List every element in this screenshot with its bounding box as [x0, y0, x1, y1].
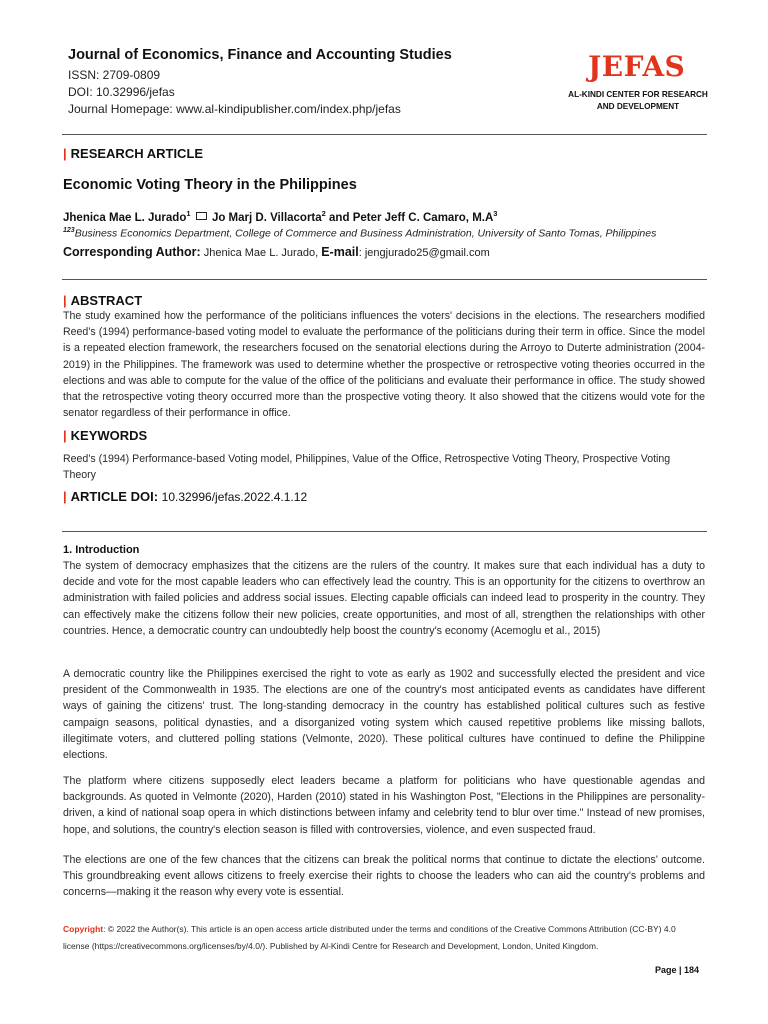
author-name: Jo Marj D. Villacorta [211, 211, 322, 224]
copyright-notice [63, 921, 703, 954]
intro-paragraph: The elections are one of the few chances that the citizens can break the political norms that continue to dictate the elections' outcome. This groundbreaking event allows citizens to freely exercise their rights to choose the leaders who can aid the country's problems and concerns—making it the reason why every vote is essential. [63, 854, 705, 899]
email-address[interactable]: : jengjurado25@gmail.com [358, 247, 490, 259]
paper-title: Economic Voting Theory in the Philippines [63, 177, 357, 193]
accent-bar: | [63, 146, 67, 161]
keywords-heading-label: KEYWORDS [70, 428, 148, 443]
affiliation-mark: 123 [63, 227, 75, 234]
journal-homepage[interactable]: Journal Homepage: www.al-kindipublisher.com/index.php/jefas [68, 102, 401, 116]
abstract-heading [63, 293, 142, 308]
copyright-text: : © 2022 the Author(s). This article is an open access article distributed under the terms and conditions of the Creative Commons Attribution (CC-BY) 4.0 license (https://creativecommons.org/licenses/by/4.0/). Published by Al-Kindi Centre for Research and Development, London, United Kingdom. [63, 924, 676, 951]
journal-issn: ISSN: 2709-0809 [68, 68, 161, 82]
section-divider [62, 279, 707, 280]
author-name: Jhenica Mae L. Jurado [63, 211, 187, 224]
author-name: Peter Jeff C. Camaro, M.A [352, 211, 494, 224]
intro-paragraph: The platform where citizens supposedly elect leaders became a platform for politicians who have questionable agendas and backgrounds. As quoted in Velmonte (2020), Harden (2010) stated in his Washington Post, "Elections in the Philippines are personality-driven, a kind of national soap opera in which distinctions between infamy and celebrity tend to blur over time." Instead of new promises, hope, and solutions, the country's election season is filled with controversies, violence, and even suspected fraud. [63, 775, 705, 836]
article-doi-label: ARTICLE DOI: [70, 489, 159, 504]
logo-subtitle-line1: AL-KINDI CENTER FOR RESEARCH [568, 90, 708, 99]
email-label: E-mail [321, 245, 359, 259]
article-type [63, 146, 203, 161]
accent-bar: | [63, 428, 67, 443]
page-number: Page | 184 [655, 965, 700, 975]
jefas-logo: JEFAS [588, 50, 686, 83]
logo-subtitle-line2: AND DEVELOPMENT [596, 102, 680, 111]
header-divider [62, 134, 707, 135]
article-type-label: RESEARCH ARTICLE [70, 146, 204, 161]
abstract-text: The study examined how the performance of the politicians influences the voters' decisions in the elections. The researchers modified Reed's (1994) performance-based voting model to evaluate the performance of the politicians during their term in office. Since the model is a repeated election framework, the researchers focused on the senatorial elections during the Arroyo to Duterte administration (2004-2019) in the Philippines. The framework was used to determine whether the prospective or retrospective voting theories occurred in the elections and was able to compute for the value of the office of the politicians and evaluate their performance in office. The study showed that the retrospective voting theory occurred more than the prospective voting theory. It also showed that the citizens would vote for the senator regardless of their performance in office. [63, 310, 705, 420]
intro-paragraph: The system of democracy emphasizes that the citizens are the rulers of the country. It makes sure that each individual has a duty to decide and vote for the most capable leaders who can effectively lead the country. This is an opportunity for the citizens to overthrow an administration with failed policies and address social issues. Electing capable officials can indeed lead to prosperity in the country. They can effectively make the citizens follow their new policies, create opportunities, and most of all, strengthen the relationships with other countries. Hence, a democratic country can undoubtedly help boost the country's economy (Acemoglu et al., 2015) [63, 560, 705, 637]
introduction-heading: 1. Introduction [63, 544, 140, 556]
article-doi-value[interactable]: 10.32996/jefas.2022.4.1.12 [161, 490, 308, 504]
keywords-text: Reed's (1994) Performance-based Voting model, Philippines, Value of the Office, Retrospective Voting Theory, Prospective Voting Theory [63, 453, 671, 482]
copyright-label: Copyright [63, 924, 104, 934]
author-affil-mark: 2 [321, 209, 326, 218]
intro-paragraph: A democratic country like the Philippines exercised the right to vote as early as 1902 and successfully elected the president and vice president of the Commonwealth in 1935. The elections are one of the country's most anticipated events as candidates have different ways of gaining the citizens' trust. The long-standing democracy in the country has established political cultures such as festive campaign seasons, political dynasties, and a disorganized voting system which caused repetitive problems like missing ballots, illegitimate voters, and cluttered polling stations (Velmonte, 2020). These political cultures have continued to define the Philippine elections. [63, 668, 705, 762]
keywords-heading [63, 428, 147, 443]
author-conjunction: and [329, 211, 350, 224]
author-list [63, 209, 497, 224]
author-affil-mark: 1 [186, 209, 191, 218]
corresponding-label: Corresponding Author: [63, 245, 201, 259]
accent-bar: | [63, 489, 67, 504]
corresponding-name: Jhenica Mae L. Jurado, [203, 247, 319, 259]
affiliation-text: Business Economics Department, College of Commerce and Business Administration, University of Santo Tomas, Philippines [74, 227, 657, 240]
mail-icon[interactable] [196, 212, 207, 220]
accent-bar: | [63, 293, 67, 308]
affiliation [63, 227, 656, 240]
abstract-heading-label: ABSTRACT [70, 293, 143, 308]
corresponding-author [63, 245, 490, 259]
author-affil-mark: 3 [493, 209, 498, 218]
journal-doi: DOI: 10.32996/jefas [68, 85, 175, 99]
section-divider [62, 531, 707, 532]
article-doi [63, 489, 307, 504]
journal-title: Journal of Economics, Finance and Accounting Studies [68, 47, 452, 63]
